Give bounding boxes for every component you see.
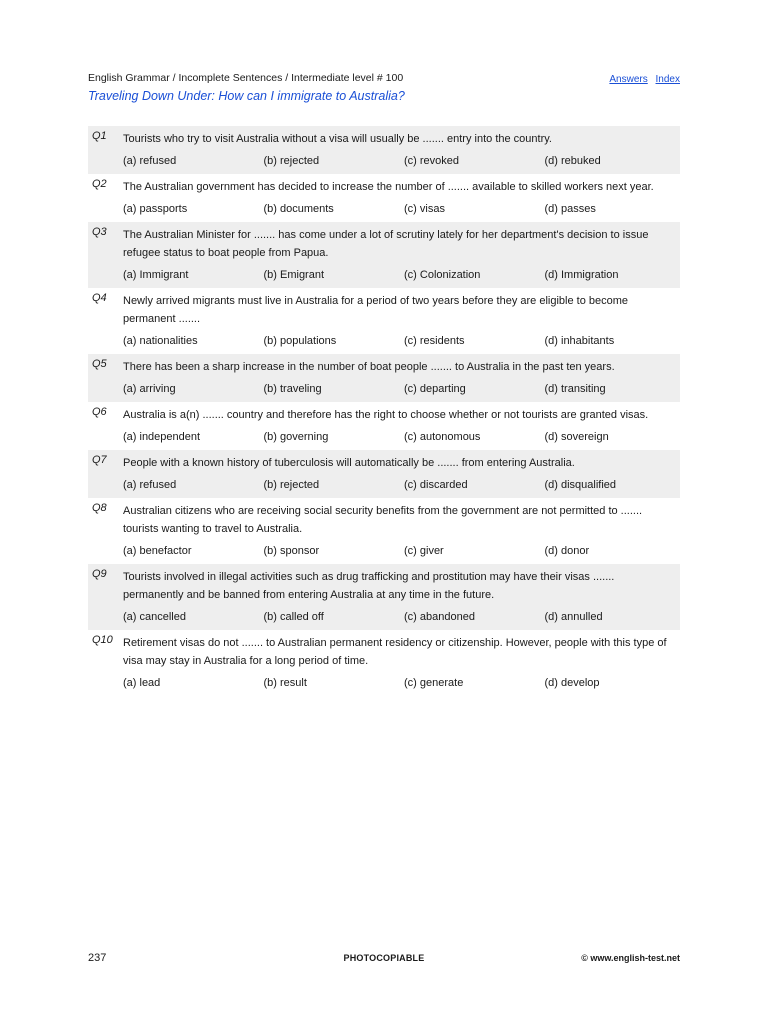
option-b: (b) rejected <box>263 479 320 491</box>
question-text: Tourists involved in illegal activities such as drug trafficking and prostitution may have their visas ....... permanently and be banned from entering Australia at any time in the future. <box>123 571 615 601</box>
option-c: (c) discarded <box>404 479 468 491</box>
question-text: Retirement visas do not ....... to Australian permanent residency or citizenship. However, people with this type of visa may stay in Australia for a long period of time. <box>123 637 667 667</box>
option-c: (c) departing <box>404 383 466 395</box>
option-c: (c) visas <box>404 203 445 215</box>
option-b: (b) rejected <box>263 155 320 167</box>
answer-options <box>123 476 680 494</box>
question-number: Q2 <box>92 178 107 190</box>
option-a: (a) independent <box>123 431 201 443</box>
question-list <box>88 126 680 696</box>
option-a: (a) Immigrant <box>123 269 189 281</box>
answer-options <box>123 152 680 170</box>
question-6 <box>88 402 680 450</box>
option-c: (c) revoked <box>404 155 460 167</box>
question-text: Tourists who try to visit Australia without a visa will usually be ....... entry into the country. <box>123 133 552 145</box>
question-text: The Australian government has decided to increase the number of ....... available to skilled workers next year. <box>123 181 654 193</box>
option-d: (d) develop <box>544 677 600 689</box>
question-2 <box>88 174 680 222</box>
option-d: (d) Immigration <box>544 269 619 281</box>
question-9 <box>88 564 680 630</box>
option-b: (b) traveling <box>263 383 322 395</box>
header-links <box>604 74 680 85</box>
option-b: (b) Emigrant <box>263 269 325 281</box>
question-text: There has been a sharp increase in the number of boat people ....... to Australia in the past ten years. <box>123 361 615 373</box>
question-number: Q3 <box>92 226 107 238</box>
answer-options <box>123 608 680 626</box>
answer-options <box>123 674 680 692</box>
option-a: (a) nationalities <box>123 335 198 347</box>
question-number: Q9 <box>92 568 107 580</box>
option-a: (a) refused <box>123 155 177 167</box>
option-d: (d) passes <box>544 203 596 215</box>
answer-options <box>123 332 680 350</box>
question-number: Q1 <box>92 130 107 142</box>
option-c: (c) Colonization <box>404 269 481 281</box>
answer-options <box>123 542 680 560</box>
option-b: (b) result <box>263 677 307 689</box>
option-a: (a) cancelled <box>123 611 186 623</box>
option-b: (b) documents <box>263 203 334 215</box>
option-a: (a) arriving <box>123 383 176 395</box>
question-8 <box>88 498 680 564</box>
index-link[interactable]: Index <box>655 74 680 85</box>
option-d: (d) donor <box>544 545 590 557</box>
question-number: Q10 <box>92 634 113 646</box>
option-b: (b) sponsor <box>263 545 320 557</box>
option-c: (c) residents <box>404 335 465 347</box>
option-d: (d) disqualified <box>544 479 617 491</box>
question-3 <box>88 222 680 288</box>
copyright: © www.english-test.net <box>581 953 680 963</box>
option-b: (b) populations <box>263 335 337 347</box>
option-d: (d) inhabitants <box>544 335 615 347</box>
option-a: (a) passports <box>123 203 188 215</box>
question-text: Australia is a(n) ....... country and therefore has the right to choose whether or not tourists are granted visas. <box>123 409 649 421</box>
answer-options <box>123 380 680 398</box>
page-number: 237 <box>88 952 107 964</box>
option-d: (d) rebuked <box>544 155 601 167</box>
option-b: (b) governing <box>263 431 329 443</box>
option-d: (d) sovereign <box>544 431 609 443</box>
photocopiable-label: PHOTOCOPIABLE <box>343 953 425 963</box>
option-c: (c) giver <box>404 545 444 557</box>
question-number: Q4 <box>92 292 107 304</box>
question-number: Q8 <box>92 502 107 514</box>
question-10 <box>88 630 680 696</box>
page-title: Traveling Down Under: How can I immigrate to Australia? <box>88 89 405 103</box>
question-7 <box>88 450 680 498</box>
question-text: Newly arrived migrants must live in Australia for a period of two years before they are eligible to become permanent ....... <box>123 295 629 325</box>
question-text: The Australian Minister for ....... has come under a lot of scrutiny lately for her department's decision to issue refugee status to boat people from Papua. <box>123 229 649 259</box>
option-b: (b) called off <box>263 611 324 623</box>
answer-options <box>123 428 680 446</box>
answer-options <box>123 200 680 218</box>
breadcrumb: English Grammar / Incomplete Sentences / Intermediate level # 100 <box>88 72 404 84</box>
answer-options <box>123 266 680 284</box>
answers-link[interactable]: Answers <box>609 74 648 85</box>
option-d: (d) annulled <box>544 611 603 623</box>
option-a: (a) benefactor <box>123 545 192 557</box>
option-c: (c) abandoned <box>404 611 475 623</box>
question-4 <box>88 288 680 354</box>
option-a: (a) lead <box>123 677 161 689</box>
question-1 <box>88 126 680 174</box>
option-c: (c) generate <box>404 677 464 689</box>
option-c: (c) autonomous <box>404 431 481 443</box>
question-text: Australian citizens who are receiving social security benefits from the government are not permitted to ....... tourists wanting to travel to Australia. <box>123 505 643 535</box>
option-d: (d) transiting <box>544 383 606 395</box>
question-number: Q5 <box>92 358 107 370</box>
question-number: Q7 <box>92 454 107 466</box>
page-header <box>88 72 680 103</box>
question-number: Q6 <box>92 406 107 418</box>
option-a: (a) refused <box>123 479 177 491</box>
question-text: People with a known history of tuberculosis will automatically be ....... from entering Australia. <box>123 457 575 469</box>
question-5 <box>88 354 680 402</box>
